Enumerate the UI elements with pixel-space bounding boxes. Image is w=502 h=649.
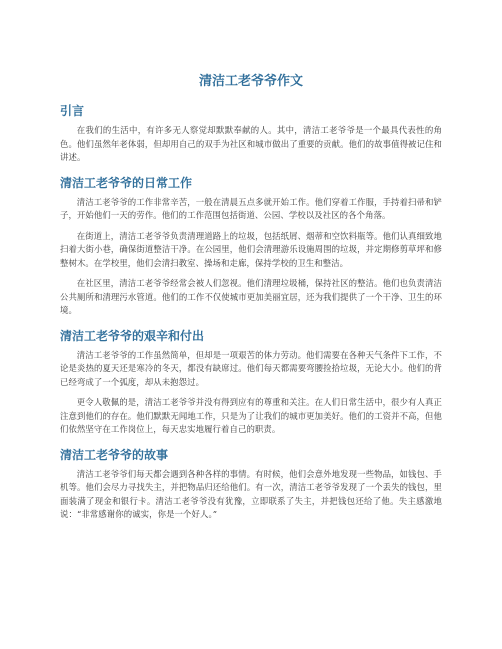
document-title: 清洁工老爷爷作文 xyxy=(198,74,303,89)
paragraph: 在街道上，清洁工老爷爷负责清理道路上的垃圾，包括纸屑、烟蒂和空饮料瓶等。他们认真细致地扫着大街小巷，确保街道整洁干净。在公园里，他们会清理游乐设施周围的垃圾，并定期修剪草坪和修整树木。在学校里，他们会清扫教室、操场和走廊，保持学校的卫生和整洁。 xyxy=(60,230,442,268)
section-hardship xyxy=(60,328,442,437)
section-heading-daily-work: 清洁工老爷爷的日常工作 xyxy=(60,175,193,190)
section-daily-work xyxy=(60,175,442,318)
paragraph: 清洁工老爷爷的工作虽然简单，但却是一项艰苦的体力劳动。他们需要在各种天气条件下工作，不论是炎热的夏天还是寒冷的冬天，都没有缺席过。他们每天都需要弯腰捡拾垃圾，无论大小。他们的背已经弯成了一个弧度，却从未抱怨过。 xyxy=(60,349,442,387)
paragraph: 清洁工老爷爷的工作非常辛苦，一般在清晨五点多就开始工作。他们穿着工作服，手持着扫帚和铲子，开始他们一天的劳作。他们的工作范围包括街道、公园、学校以及社区的各个角落。 xyxy=(60,196,442,220)
section-story xyxy=(60,447,442,522)
section-introduction xyxy=(60,103,442,165)
paragraph: 清洁工老爷爷们每天都会遇到各种各样的事情。有时候，他们会意外地发现一些物品，如钱包、手机等。他们会尽力寻找失主，并把物品归还给他们。有一次，清洁工老爷爷发现了一个丢失的钱包，里面装满了现金和银行卡。清洁工老爷爷没有犹豫，立即联系了失主，并把钱包还给了他。失主感激地说：“非常感谢你的诚实，你是一个好人。” xyxy=(60,468,442,519)
section-heading-hardship: 清洁工老爷爷的艰辛和付出 xyxy=(60,328,205,343)
section-heading-story: 清洁工老爷爷的故事 xyxy=(60,447,169,462)
paragraph: 在社区里，清洁工老爷爷经常会被人们忽视。他们清理垃圾桶，保持社区的整洁。他们也负责清洁公共厕所和清理污水管道。他们的工作不仅使城市更加美丽宜居，还为我们提供了一个干净、卫生的环境。 xyxy=(60,278,442,315)
section-heading-introduction: 引言 xyxy=(60,104,85,118)
paragraph: 更令人敬佩的是，清洁工老爷爷并没有得到应有的尊重和关注。在人们日常生活中，很少有人真正注意到他们的存在。他们默默无闻地工作，只是为了让我们的城市更加美好。他们的工资并不高，但他们依然坚守在工作岗位上，每天忠实地履行着自己的职责。 xyxy=(60,397,442,434)
paragraph: 在我们的生活中，有许多无人察觉却默默奉献的人。其中，清洁工老爷爷是一个最具代表性的角色。他们虽然年老体弱，但却用自己的双手为社区和城市做出了重要的贡献。他们的故事值得被记住和讲述。 xyxy=(60,125,442,162)
